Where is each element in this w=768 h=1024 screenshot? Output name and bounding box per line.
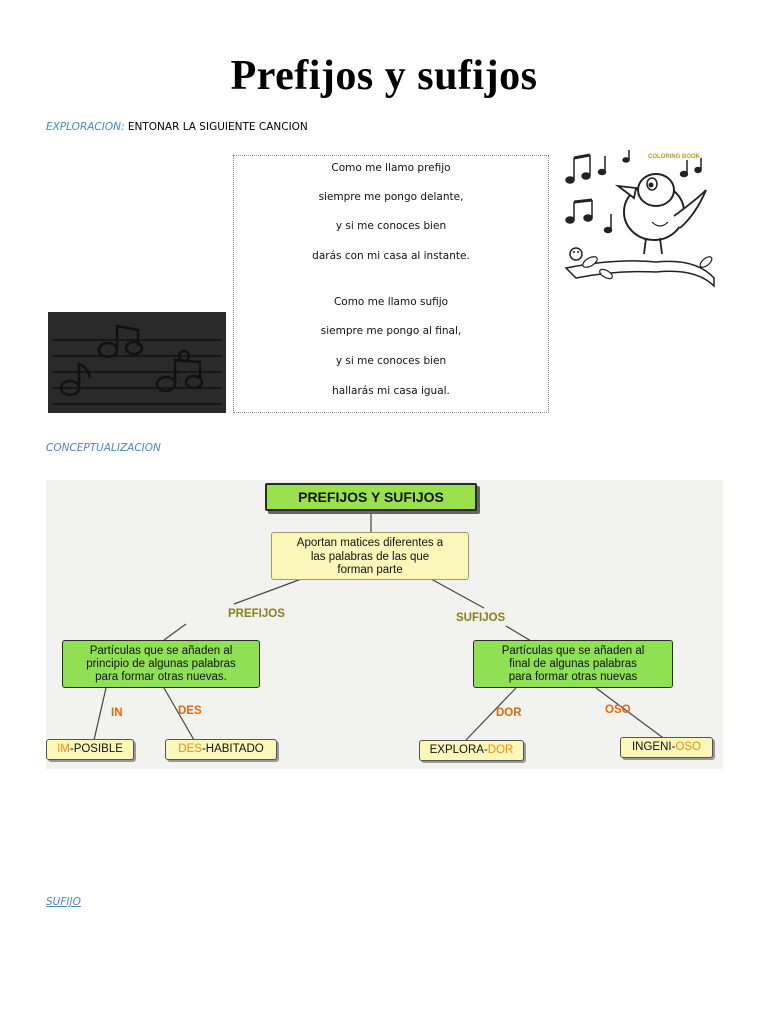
example-des-habitado [165,739,277,760]
sufijos-definition-box [473,640,673,688]
affix-label-in: IN [111,707,123,719]
poem-box [233,155,549,413]
example-ingeni-oso [620,737,713,758]
exploracion-heading [46,121,308,133]
page-title: Prefijos y sufijos [230,53,538,99]
prefijos-definition-line: para formar otras nuevas. [95,671,227,683]
example-highlight: IM [57,743,70,755]
affix-label-oso: OSO [605,704,631,716]
example-rest: -POSIBLE [69,743,123,755]
poem-line: Como me llamo prefijo [331,162,451,174]
prefijos-label: PREFIJOS [228,608,285,620]
prefijos-definition-line: principio de algunas palabras [86,658,236,670]
sufijos-definition-line: para formar otras nuevas [508,671,638,683]
sufijos-definition-line: final de algunas palabras [509,658,637,670]
concept-map [46,480,723,769]
root-definition-box [271,532,469,580]
example-rest: -HABITADO [201,743,264,755]
poem-line: siempre me pongo delante, [318,191,464,203]
poem-line: y si me conoces bien [335,220,447,232]
sufijo-link[interactable]: SUFIJO [46,896,81,908]
sufijos-label: SUFIJOS [456,612,506,624]
example-im-posible [46,739,134,760]
music-notes-image [48,312,226,413]
poem-line: hallarás mi casa igual. [332,385,450,397]
poem-line: siempre me pongo al final, [320,325,462,337]
bird-drawing [556,150,718,290]
affix-label-des: DES [178,705,202,717]
root-definition-line: Aportan matices diferentes a [296,537,444,549]
prefijos-definition-line: Partículas que se añaden al [89,645,233,657]
example-base: EXPLORA- [429,744,488,756]
poem-line: y si me conoces bien [335,355,447,367]
example-highlight: OSO [675,741,701,753]
poem-line: darás con mi casa al instante. [312,250,470,262]
example-explora-dor [419,740,524,761]
affix-label-dor: DOR [496,707,522,719]
conceptualizacion-heading: CONCEPTUALIZACION [46,442,161,454]
sufijos-definition-line: Partículas que se añaden al [501,645,645,657]
concept-map-connectors [46,480,723,769]
root-definition-line: forman parte [337,564,403,576]
example-highlight: DES [178,743,202,755]
exploracion-instruction: ENTONAR LA SIGUIENTE CANCION [127,121,308,133]
example-highlight: DOR [487,744,514,756]
exploracion-label: EXPLORACION: [46,121,125,133]
prefijos-definition-box [62,640,260,688]
music-notes-drawing [48,312,226,413]
poem-line: Como me llamo sufijo [333,296,449,308]
concept-map-title: PREFIJOS Y SUFIJOS [265,483,477,511]
singing-bird-illustration [556,150,718,290]
root-definition-line: las palabras de las que [310,550,430,563]
coloring-book-badge: COLORING BOOK [648,154,700,160]
example-base: INGENI- [631,741,676,753]
